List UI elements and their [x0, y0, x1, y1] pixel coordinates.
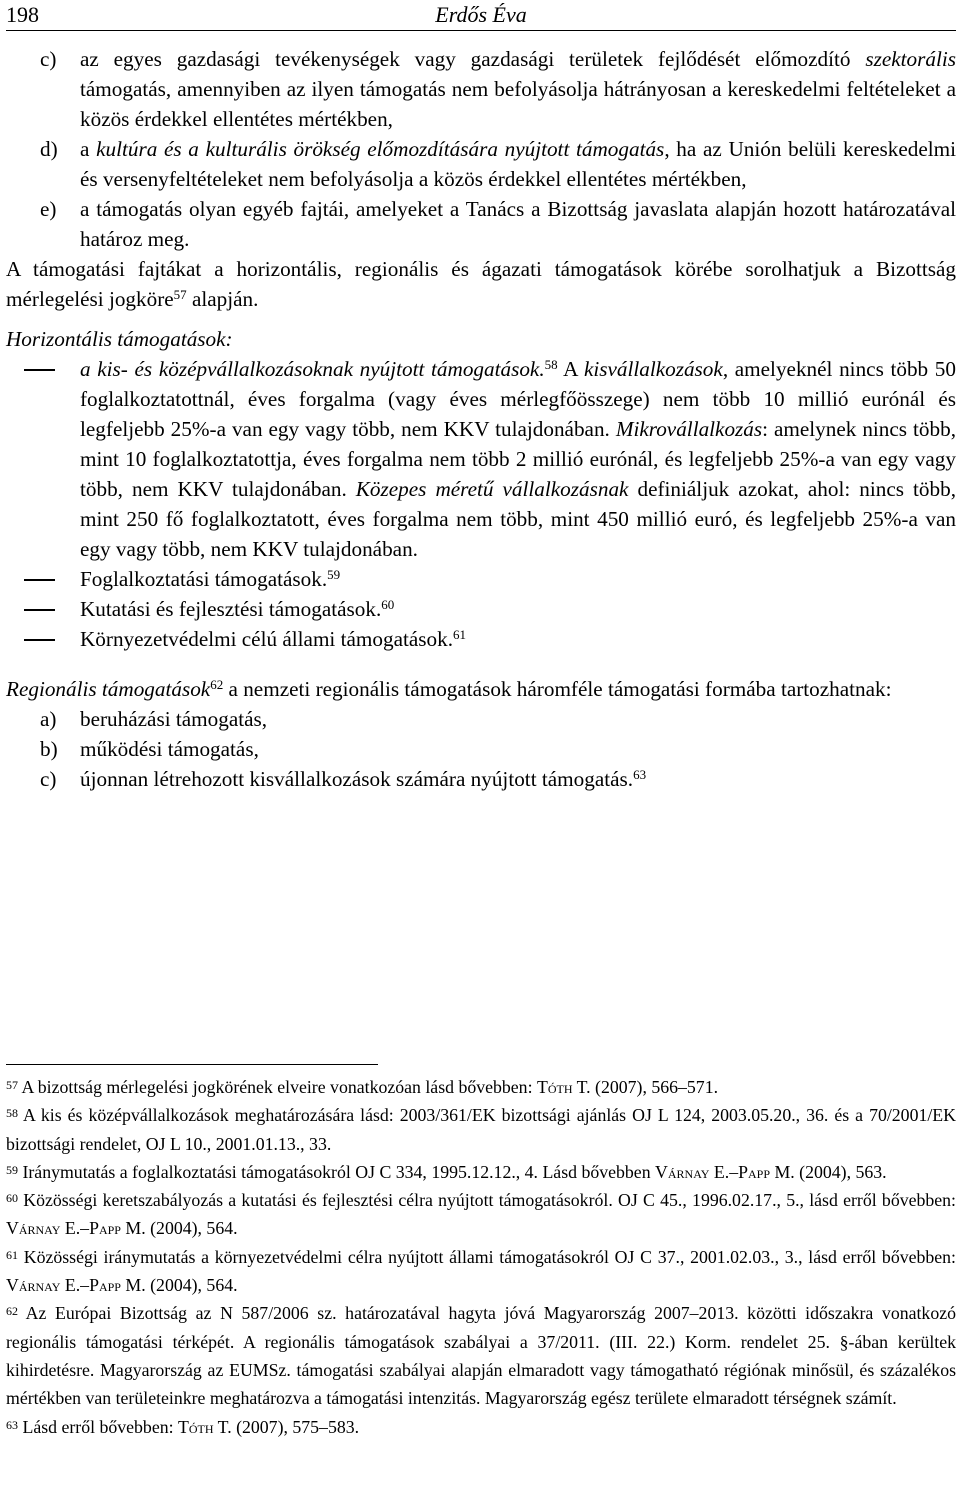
- footnote-ref: 62: [210, 677, 224, 692]
- footnotes: [6, 1073, 956, 1441]
- classification-paragraph: A támogatási fajtákat a horizontális, regionális és ágazati támogatások körébe sorolhatjuk a Bizottság mérlegelési jogköre$^{57}$ alapján.: [6, 257, 956, 311]
- horizontal-heading: Horizontális támogatások:: [6, 327, 233, 351]
- dash-item-sme: a kis- és középvállalkozásoknak nyújtott támogatások.$^{58}$ A kisvállalkozások, amelyeknél nincs több 50 foglalkoztatottnál, éves forgalma (vagy éves mérlegfőösszege) nem több 10 millió eurónál és legfeljebb 25%-a van egy vagy több, nem KKV tulajdonában. Mikrovállalkozás: amelynek nincs több, mint 10 foglalkoztatottja, éves forgalma nem több 2 millió eurónál, és legfeljebb 25%-a van egy vagy több, nem KKV tulajdonában. Közepes méretű vállalkozásnak definiáljuk azokat, ahol: nincs több, mint 250 fő foglalkoztatott, éves forgalma nem több, mint 450 millió euró, és legfeljebb 25%-a van egy vagy több, nem KKV tulajdonában.: [22, 354, 956, 564]
- list-item: b) működési támogatás,: [40, 737, 259, 761]
- running-title: Erdős Éva: [435, 2, 527, 27]
- regional-intro: Regionális támogatások$^{62}$ a nemzeti regionális támogatások háromféle támogatási formába tartozhatnak:: [6, 677, 892, 701]
- list-item: e) a támogatás olyan egyéb fajtái, amelyeket a Tanács a Bizottság javaslata alapján hozott határozatával határoz meg.: [40, 197, 956, 251]
- page-number: 198: [6, 2, 39, 27]
- list-item: c) az egyes gazdasági tevékenységek vagy gazdasági területek fejlődését előmozdító szektorális támogatás, amennyiben az ilyen támogatás nem befolyásolja hátrányosan a kereskedelmi feltételeket a közös érdekkel ellentétes mértékben,: [40, 47, 956, 131]
- footnote-ref: 61: [453, 627, 466, 642]
- main-text: [6, 44, 956, 794]
- dash-item: Környezetvédelmi célú állami támogatások.$^{61}$: [22, 624, 956, 654]
- footnote: $^{61}$ Közösségi iránymutatás a környezetvédelmi célra nyújtott állami támogatásokról OJ C 37., 2001.02.03., 3., lásd erről bővebben: Várnay E.–Papp M. (2004), 564.: [6, 1246, 956, 1296]
- footnote: $^{62}$ Az Európai Bizottság az N 587/2006 sz. határozatával hagyta jóvá Magyarország 2007–2013. közötti időszakra vonatkozó regionális támogatási térképét. A regionális támogatások szabályai a 37/2011. (III. 22.) Korm. rendelet 25. §-ában kerültek kihirdetésre. Magyarország az EUMSz. támogatási szabályai alapján elmaradott vagy támogatható régiónak minősül, és százalékos mértékben van területeinkre meghatározva a támogatási intenzitás. Magyarország egész területe elmaradott térségnek számít.: [6, 1303, 956, 1409]
- footnote-ref: 63: [633, 767, 647, 782]
- footnote-ref: 60: [381, 597, 395, 612]
- page-header: [6, 0, 956, 31]
- list-item: a) beruházási támogatás,: [40, 707, 268, 731]
- footnote: $^{60}$ Közösségi keretszabályozás a kutatási és fejlesztési célra nyújtott támogatásokról. OJ C 45., 1996.02.17., 5., lásd erről bővebben: Várnay E.–Papp M. (2004), 564.: [6, 1190, 956, 1239]
- footnote-ref: 57: [173, 287, 187, 302]
- dash-bullet-icon: [22, 624, 80, 654]
- dash-bullet-icon: [22, 354, 80, 564]
- dash-bullet-icon: [22, 594, 80, 624]
- footnote: $^{58}$ A kis és középvállalkozások meghatározására lásd: 2003/361/EK bizottsági ajánlás OJ L 124, 2003.05.20., 36. és a 70/2001/EK bizottsági rendelet, OJ L 10., 2001.01.13., 33.: [6, 1105, 956, 1154]
- dash-item: Kutatási és fejlesztési támogatások.$^{60}$: [22, 594, 956, 624]
- regional-section: [6, 674, 956, 794]
- footnote-ref: 59: [327, 567, 341, 582]
- horizontal-section: [6, 324, 956, 654]
- list-item: d) a kultúra és a kulturális örökség előmozdítására nyújtott támogatás, ha az Unión belüli kereskedelmi és versenyfeltételeket nem befolyásolja a közös érdekkel ellentétes mértékben,: [40, 137, 957, 191]
- dash-bullet-icon: [22, 564, 80, 594]
- regional-list: [40, 704, 956, 794]
- footnote: $^{63}$ Lásd erről bővebben: Tóth T. (2007), 575–583.: [6, 1416, 360, 1437]
- footnote-separator: [6, 1064, 378, 1065]
- footnote: $^{59}$ Iránymutatás a foglalkoztatási támogatásokról OJ C 334, 1995.12.12., 4. Lásd bővebben Várnay E.–Papp M. (2004), 563.: [6, 1161, 887, 1182]
- footnote: $^{57}$ A bizottság mérlegelési jogkörének elveire vonatkozóan lásd bővebben: Tóth T. (2007), 566–571.: [6, 1077, 719, 1097]
- dash-item: Foglalkoztatási támogatások.$^{59}$: [22, 564, 956, 594]
- list-item: c) újonnan létrehozott kisvállalkozások számára nyújtott támogatás.$^{63}$: [40, 767, 647, 791]
- footnote-ref: 58: [544, 357, 558, 372]
- list-c-e: [40, 44, 956, 254]
